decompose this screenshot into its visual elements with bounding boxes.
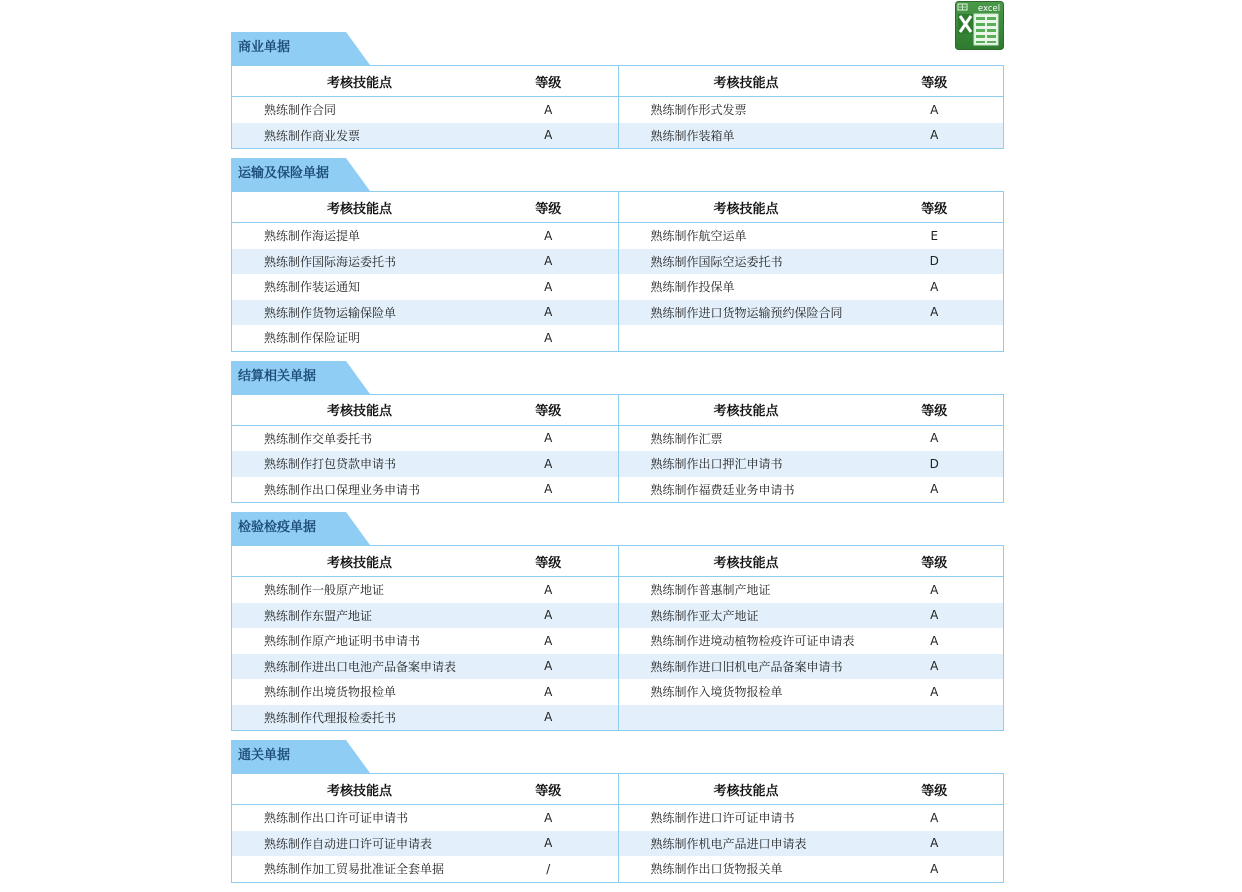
section-title [231,361,370,394]
header-skill: 考核技能点 [326,555,392,571]
grade-cell: A [544,228,553,243]
table-row [232,123,618,149]
skill-section [231,158,1004,352]
skill-table-left [232,546,618,730]
header-skill: 考核技能点 [326,201,392,217]
skill-cell: 熟练制作出境货物报检单 [264,685,397,700]
grade-cell: A [930,482,939,497]
grade-cell: A [544,608,553,623]
skill-cell: 熟练制作汇票 [650,431,723,446]
section-title-text: 检验检疫单据 [238,520,317,535]
skill-table-right [618,66,1004,148]
skill-cell: 熟练制作国际空运委托书 [650,254,783,269]
table-row [232,856,618,882]
table-header [232,546,618,577]
grade-cell: A [544,482,553,497]
table-row [619,300,1004,326]
skill-cell: 熟练制作一般原产地证 [264,583,385,598]
skill-cell: 熟练制作保险证明 [264,331,361,346]
header-skill: 考核技能点 [713,201,779,217]
skill-cell: 熟练制作出口许可证申请书 [264,811,409,826]
table-row [619,679,1004,705]
skills-content [231,32,1004,892]
grade-cell: A [544,254,553,269]
skill-cell: 熟练制作加工贸易批准证全套单据 [264,862,445,877]
table-row [619,249,1004,275]
table-row [232,628,618,654]
table-header [232,774,618,805]
skill-cell: 熟练制作出口押汇申请书 [650,457,783,472]
table-row [619,426,1004,452]
skill-table [231,545,1004,731]
header-grade: 等级 [535,555,562,571]
section-title-text: 结算相关单据 [238,368,317,384]
skill-table [231,394,1004,504]
table-row [232,805,618,831]
header-skill: 考核技能点 [326,783,392,799]
table-row [232,249,618,275]
table-row [619,223,1004,249]
skill-cell: 熟练制作国际海运委托书 [264,254,397,269]
header-grade: 等级 [921,555,948,571]
grade-cell: A [930,582,939,597]
grade-cell: A [930,633,939,648]
table-header [619,395,1004,426]
skill-cell: 熟练制作投保单 [650,280,735,295]
table-row [619,97,1004,123]
grade-cell: A [544,456,553,471]
table-row [619,654,1004,680]
skill-cell: 熟练制作装运通知 [264,280,361,295]
table-row [619,577,1004,603]
export-label: excel [977,4,1001,14]
skill-table [231,773,1004,883]
grade-cell: A [930,279,939,294]
grade-cell: A [544,305,553,320]
table-header [619,774,1004,805]
skill-table-left [232,774,618,882]
grade-cell: A [544,128,553,143]
skill-cell: 熟练制作出口货物报关单 [650,862,783,877]
skill-cell: 熟练制作机电产品进口申请表 [650,836,807,851]
table-header [232,192,618,223]
header-skill: 考核技能点 [713,783,779,799]
skill-cell: 熟练制作进境动植物检疫许可证申请表 [650,634,855,649]
grade-cell: A [930,659,939,674]
grade-cell: A [930,810,939,825]
header-grade: 等级 [535,404,562,419]
header-grade: 等级 [921,783,948,799]
table-header [232,395,618,426]
table-header [619,66,1004,97]
header-skill: 考核技能点 [713,404,779,419]
section-title-text: 通关单据 [238,748,291,763]
skill-section [231,361,1004,504]
header-skill: 考核技能点 [713,555,779,571]
header-grade: 等级 [535,201,562,217]
table-row [619,274,1004,300]
skill-cell: 熟练制作合同 [264,103,337,118]
table-row [232,426,618,452]
grade-cell: A [544,431,553,446]
grade-cell: A [544,279,553,294]
skill-table [231,65,1004,149]
table-row [619,805,1004,831]
grade-cell: A [544,836,553,851]
table-row [232,274,618,300]
skill-section [231,32,1004,149]
grade-cell: / [546,861,551,876]
skill-cell: 熟练制作自动进口许可证申请表 [264,836,433,851]
skill-cell: 熟练制作进口旧机电产品备案申请书 [650,659,843,674]
table-row [619,856,1004,882]
header-grade: 等级 [535,783,562,799]
table-row [619,123,1004,149]
skill-cell: 熟练制作亚太产地证 [650,608,759,623]
grade-cell: E [930,228,939,243]
skill-cell: 熟练制作福费廷业务申请书 [650,482,795,497]
grade-cell: A [930,836,939,851]
grade-cell: A [930,102,939,117]
grade-cell: A [930,684,939,699]
skill-cell: 熟练制作航空运单 [650,229,747,244]
skill-cell: 熟练制作装箱单 [650,128,735,143]
section-title [231,740,370,773]
header-grade: 等级 [921,201,948,217]
grade-cell: A [544,633,553,648]
header-grade: 等级 [921,404,948,419]
section-title-text: 商业单据 [238,40,291,55]
grade-cell: A [544,710,553,725]
table-row [232,300,618,326]
table-row [232,577,618,603]
table-row [232,831,618,857]
grade-cell: A [930,861,939,876]
table-row [232,325,618,351]
skill-cell: 熟练制作打包贷款申请书 [264,457,397,472]
table-row [619,451,1004,477]
skill-table-left [232,395,618,503]
skill-cell: 熟练制作形式发票 [650,103,747,118]
skill-cell: 熟练制作进出口电池产品备案申请表 [264,659,457,674]
skill-cell: 熟练制作海运提单 [264,229,361,244]
grade-cell: A [544,102,553,117]
table-header [232,66,618,97]
skill-cell: 熟练制作普惠制产地证 [650,583,771,598]
skill-cell: 熟练制作出口保理业务申请书 [264,482,421,497]
table-row [232,477,618,503]
grade-cell: A [930,608,939,623]
table-row [232,654,618,680]
grade-cell: D [929,456,939,471]
table-row [232,705,618,731]
skill-section [231,740,1004,883]
table-row [619,628,1004,654]
skill-table-left [232,66,618,148]
skill-table-right [618,774,1004,882]
grade-cell: A [544,659,553,674]
header-grade: 等级 [921,75,948,91]
table-row [619,325,1004,351]
skill-cell: 熟练制作入境货物报检单 [650,685,783,700]
table-row [232,603,618,629]
skill-cell: 熟练制作交单委托书 [264,431,373,446]
grade-cell: A [930,305,939,320]
table-row [619,477,1004,503]
header-skill: 考核技能点 [326,75,392,91]
skill-cell: 熟练制作进口货物运输预约保险合同 [650,305,843,320]
table-header [619,192,1004,223]
skill-table-left [232,192,618,351]
table-row [619,603,1004,629]
table-row [619,831,1004,857]
grade-cell: D [929,254,939,269]
table-header [619,546,1004,577]
skill-section [231,512,1004,731]
table-row [232,97,618,123]
header-skill: 考核技能点 [713,75,779,91]
table-row [619,705,1004,731]
grade-cell: A [544,582,553,597]
skill-table-right [618,395,1004,503]
grade-cell: A [544,330,553,345]
section-title [231,32,370,65]
skill-cell: 熟练制作东盟产地证 [264,608,373,623]
grade-cell: A [544,684,553,699]
skill-table-right [618,192,1004,351]
grade-cell: A [930,431,939,446]
header-skill: 考核技能点 [326,404,392,419]
table-row [232,679,618,705]
section-title [231,512,370,545]
skill-table [231,191,1004,352]
grade-cell: A [544,810,553,825]
section-title-text: 运输及保险单据 [238,166,330,181]
skill-table-right [618,546,1004,730]
skill-cell: 熟练制作进口许可证申请书 [650,811,795,826]
section-title [231,158,370,191]
table-row [232,451,618,477]
skill-cell: 熟练制作原产地证明书申请书 [264,634,421,649]
skill-cell: 熟练制作代理报检委托书 [264,710,397,725]
grade-cell: A [930,128,939,143]
table-row [232,223,618,249]
skill-cell: 熟练制作货物运输保险单 [264,305,397,320]
header-grade: 等级 [535,75,562,91]
skill-cell: 熟练制作商业发票 [264,128,361,143]
